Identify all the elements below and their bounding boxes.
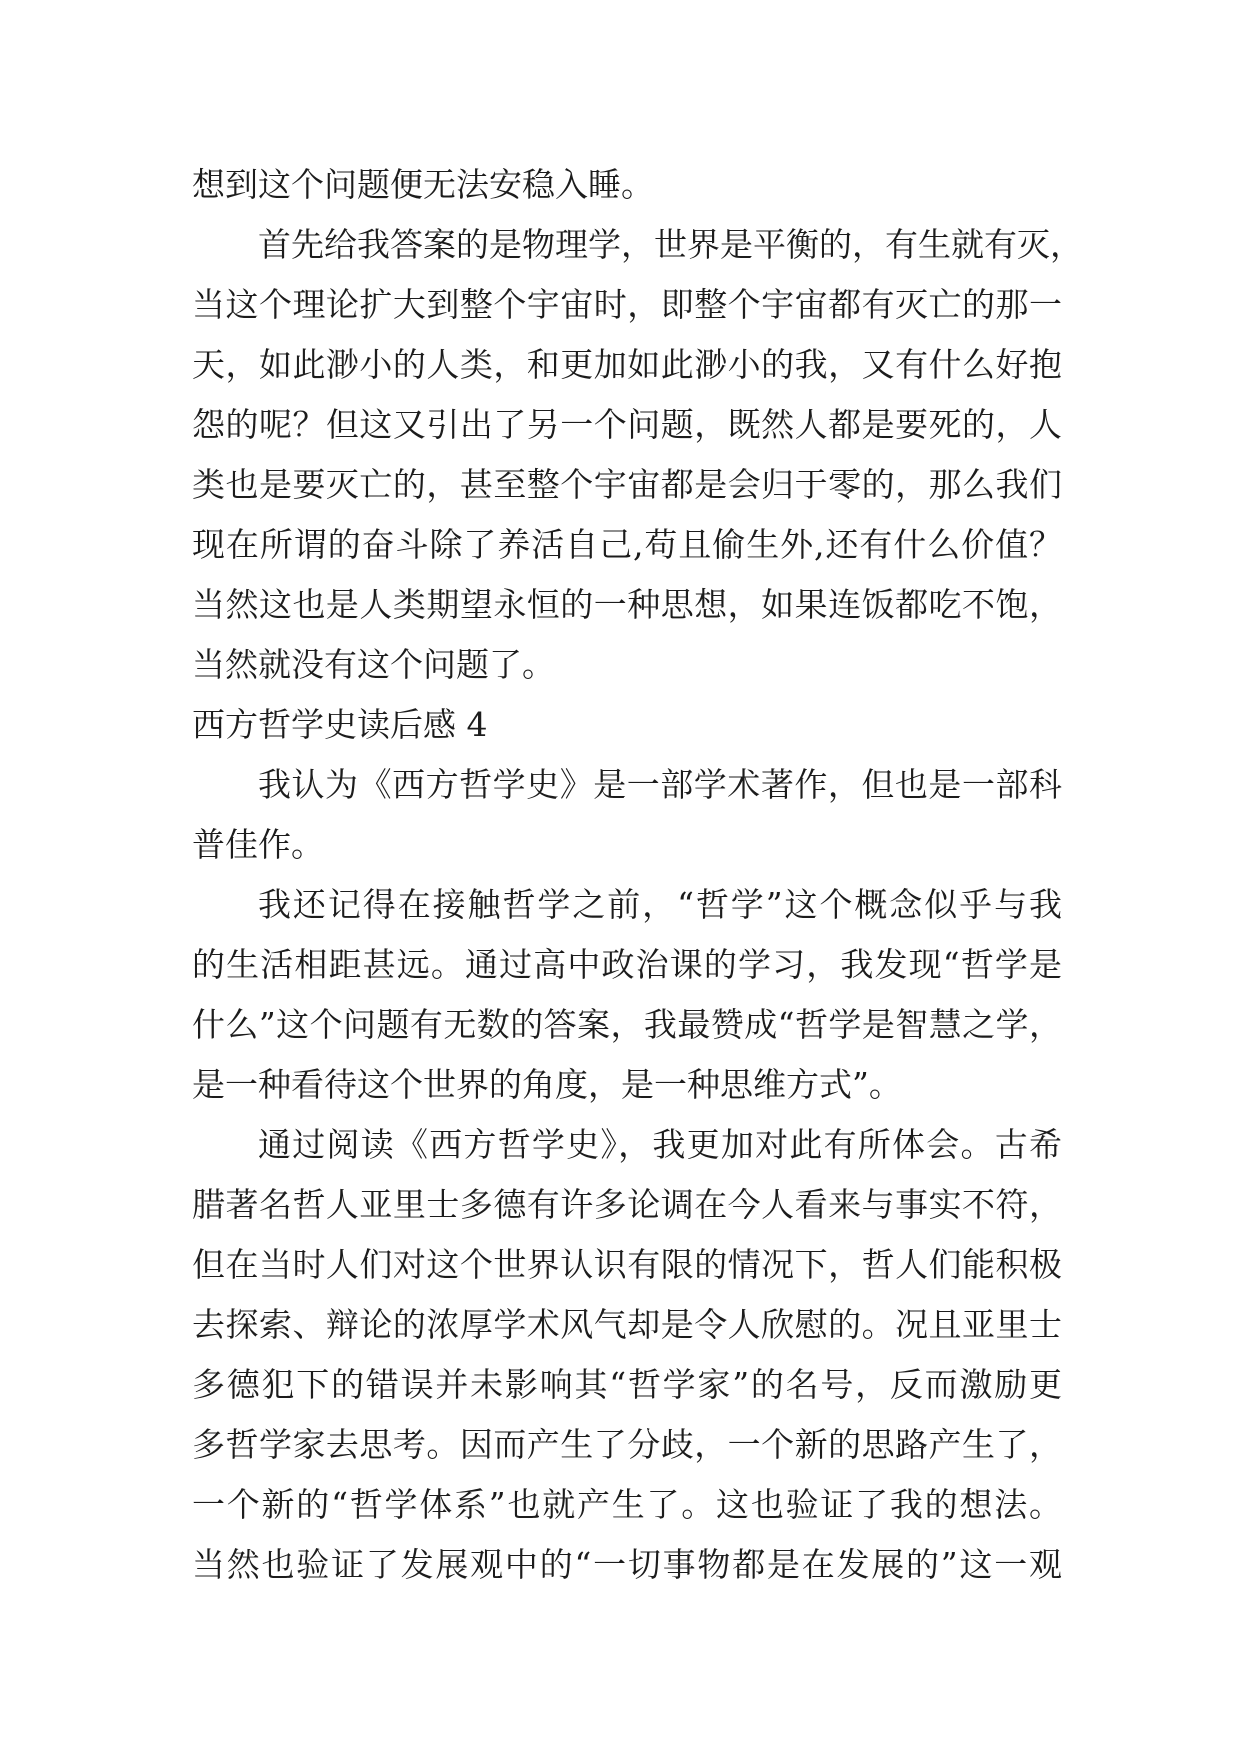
text-line: 现在所谓的奋斗除了养活自己,苟且偷生外,还有什么价值？ xyxy=(192,525,1062,564)
text-line: 当这个理论扩大到整个宇宙时，即整个宇宙都有灭亡的那一 xyxy=(192,285,1062,324)
text-line: 类也是要灭亡的，甚至整个宇宙都是会归于零的，那么我们 xyxy=(192,465,1062,504)
text-line: 我认为《西方哲学史》是一部学术著作，但也是一部科 xyxy=(258,765,1062,804)
text-line: 多哲学家去思考。因而产生了分歧，一个新的思路产生了， xyxy=(192,1425,1062,1464)
text-line: 去探索、辩论的浓厚学术风气却是令人欣慰的。况且亚里士 xyxy=(192,1305,1062,1344)
text-line: 腊著名哲人亚里士多德有许多论调在今人看来与事实不符， xyxy=(192,1185,1062,1224)
text-line: 什么”这个问题有无数的答案，我最赞成“哲学是智慧之学， xyxy=(192,1005,1062,1044)
text-line: 的生活相距甚远。通过高中政治课的学习，我发现“哲学是 xyxy=(192,945,1062,984)
text-line: 但在当时人们对这个世界认识有限的情况下，哲人们能积极 xyxy=(192,1245,1062,1284)
text-line: 首先给我答案的是物理学，世界是平衡的，有生就有灭， xyxy=(258,225,1083,264)
text-line: 普佳作。 xyxy=(192,825,324,864)
text-line: 是一种看待这个世界的角度，是一种思维方式”。 xyxy=(192,1065,902,1104)
text-line: 当然就没有这个问题了。 xyxy=(192,645,555,684)
text-line: 多德犯下的错误并未影响其“哲学家”的名号，反而激励更 xyxy=(192,1365,1062,1404)
section-heading: 西方哲学史读后感 4 xyxy=(192,705,488,744)
text-line: 怨的呢？但这又引出了另一个问题，既然人都是要死的，人 xyxy=(192,405,1062,444)
text-line: 当然也验证了发展观中的“一切事物都是在发展的”这一观 xyxy=(192,1545,1062,1584)
text-line: 一个新的“哲学体系”也就产生了。这也验证了我的想法。 xyxy=(192,1485,1062,1524)
text-line: 通过阅读《西方哲学史》，我更加对此有所体会。古希 xyxy=(258,1125,1062,1164)
text-line: 天，如此渺小的人类，和更加如此渺小的我，又有什么好抱 xyxy=(192,345,1062,384)
text-line: 当然这也是人类期望永恒的一种思想，如果连饭都吃不饱， xyxy=(192,585,1062,624)
text-line: 想到这个问题便无法安稳入睡。 xyxy=(192,165,654,204)
text-line: 我还记得在接触哲学之前，“哲学”这个概念似乎与我 xyxy=(258,885,1062,924)
